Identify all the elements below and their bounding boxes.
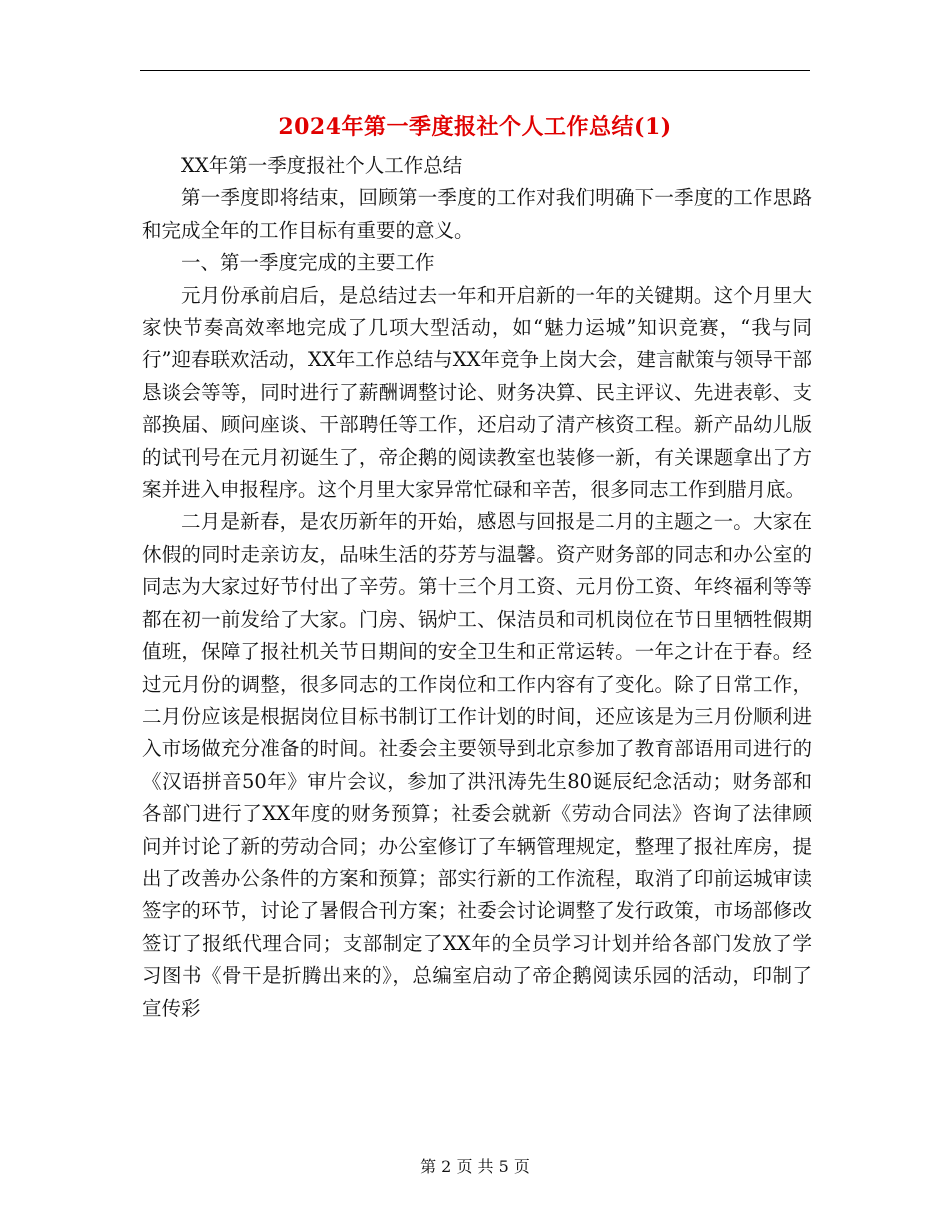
section-heading: 一、第一季度完成的主要工作 — [181, 251, 435, 275]
paragraph-subtitle: XX年第一季度报社个人工作总结 — [181, 154, 463, 177]
paragraph-february: 二月是新春，是农历新年的开始，感恩与回报是二月的主题之一。大家在休假的同时走亲访友，品味生活的芬芳与温馨。资产财务部的同志和办公室的同志为大家过好节付出了辛劳。第十三个月工资、元月份工资、年终福利等等都在初一前发给了大家。门房、锅炉工、保洁员和司机岗位在节日里牺牲假期值班，保障了报社机关节日期间的安全卫生和正常运转。一年之计在于春。经过元月份的调整，很多同志的工作岗位和工作内容有了变化。除了日常工作，二月份应该是根据岗位目标书制订工作计划的时间，还应该是为三月份顺利进入市场做充分准备的时间。社委会主要领导到北京参加了教育部语用司进行的《汉语拼音50年》审片会议，参加了洪汛涛先生80诞辰纪念活动；财务部和各部门进行了XX年度的财务预算；社委会就新《劳动合同法》咨询了法律顾问并讨论了新的劳动合同；办公室修订了车辆管理规定，整理了报社库房，提出了改善办公条件的方案和预算；部实行新的工作流程，取消了印前运城审读签字的环节，讨论了暑假合刊方案；社委会讨论调整了发行政策，市场部修改签订了报纸代理合同；支部制定了XX年的全员学习计划并给各部门发放了学习图书《骨干是折腾出来的》，总编室启动了帝企鹅阅读乐园的活动，印制了宣传彩 — [142, 510, 812, 1020]
page-number-footer: 第 2 页 共 5 页 — [420, 1157, 530, 1176]
document-title: 2024年第一季度报社个人工作总结(1) — [278, 114, 672, 140]
paragraph-january: 元月份承前启后，是总结过去一年和开启新的一年的关键期。这个月里大家快节奏高效率地完成了几项大型活动，如“魅力运城”知识竞赛，“我与同行”迎春联欢活动，XX年工作总结与XX年竞争上岗大会，建言献策与领导干部恳谈会等等，同时进行了薪酬调整讨论、财务决算、民主评议、先进表彰、支部换届、顾问座谈、干部聘任等工作，还启动了清产核资工程。新产品幼儿版的试刊号在元月初诞生了，帝企鹅的阅读教室也装修一新，有关课题拿出了方案并进入申报程序。这个月里大家异常忙碌和辛苦，很多同志工作到腊月底。 — [142, 283, 812, 502]
header-rule — [140, 70, 810, 71]
paragraph-intro: 第一季度即将结束，回顾第一季度的工作对我们明确下一季度的工作思路和完成全年的工作目标有重要的意义。 — [142, 186, 812, 242]
document-body — [142, 150, 812, 1025]
